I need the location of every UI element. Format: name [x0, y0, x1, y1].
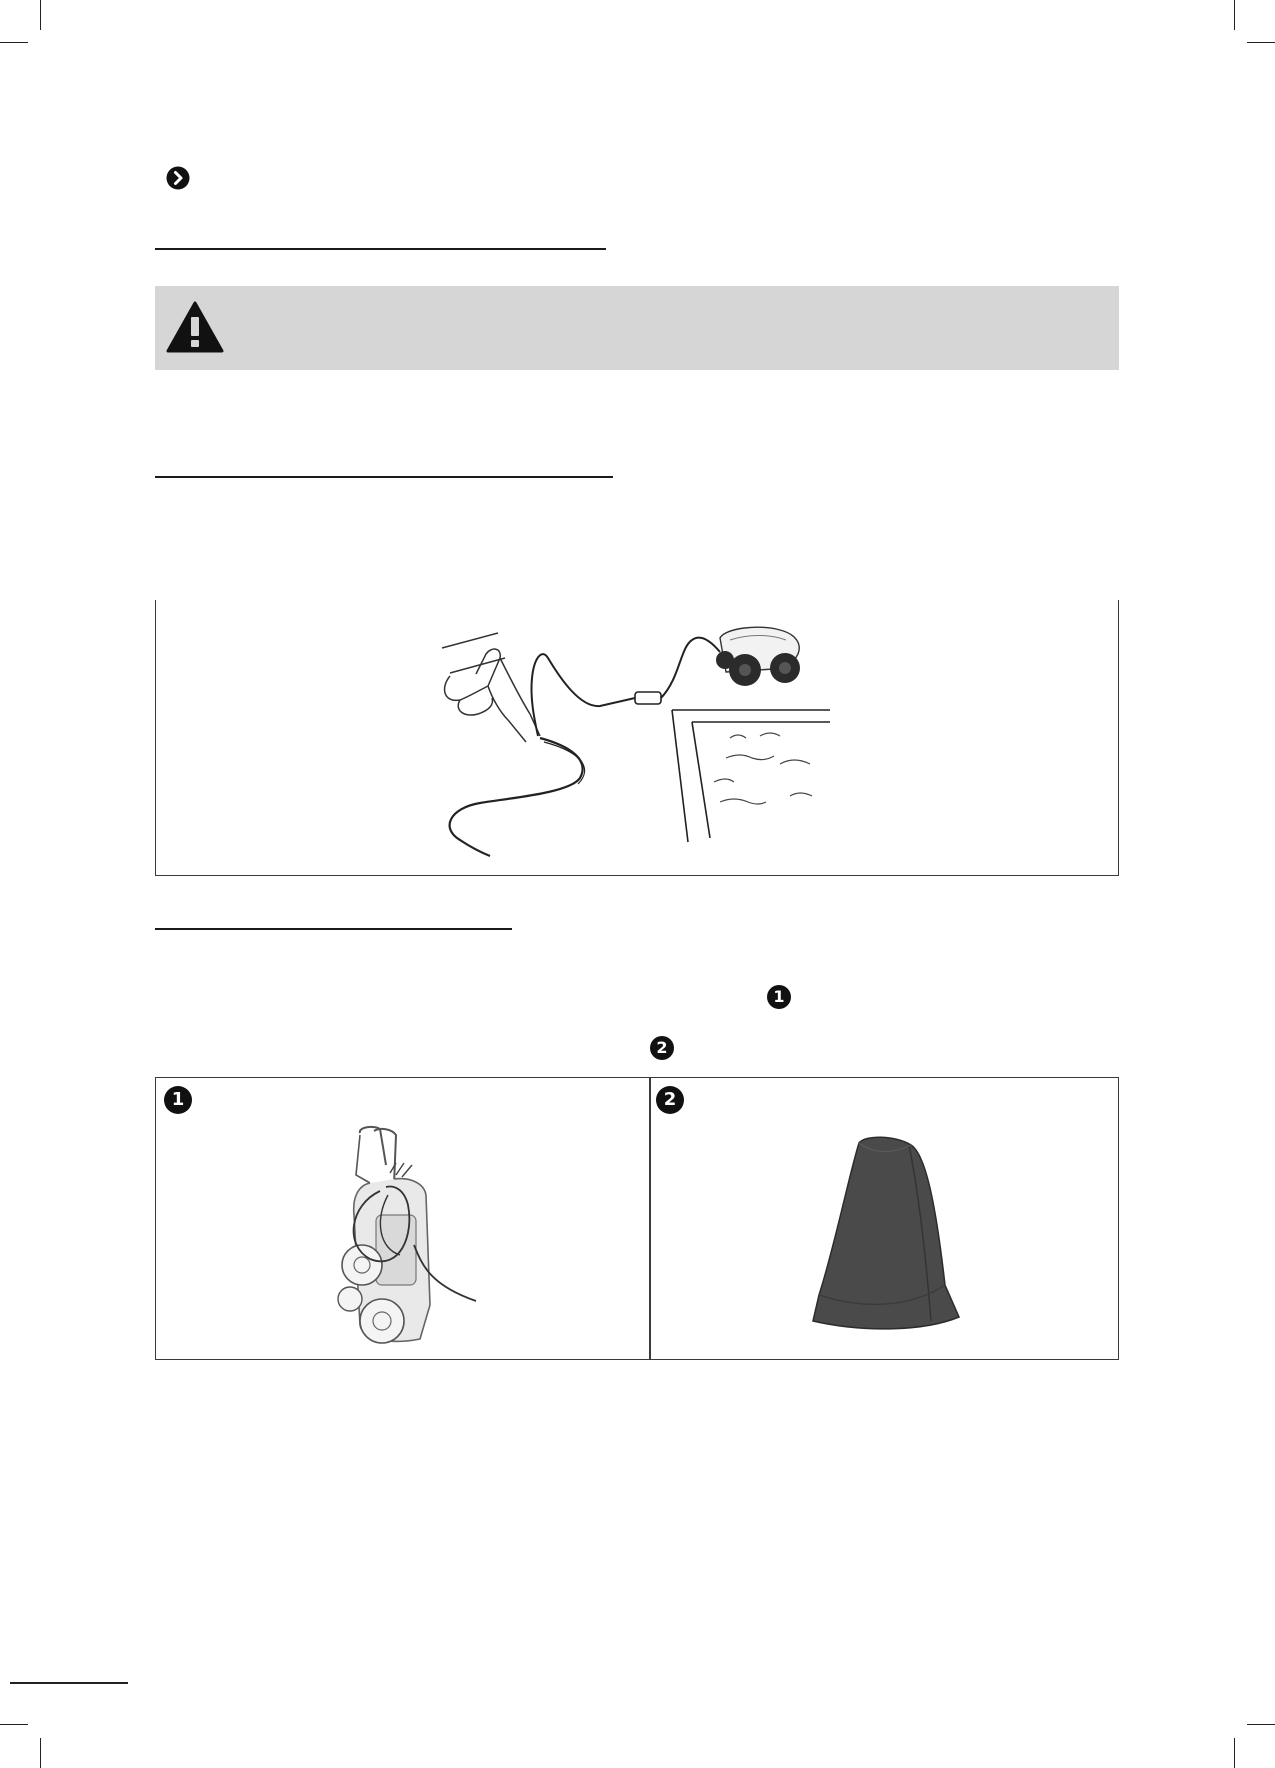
pull-cable-illustration: [430, 618, 850, 858]
section-heading-underline-3: [155, 928, 512, 930]
crop-mark-top-right-h: [1247, 42, 1275, 43]
reference-badge-1: 1: [767, 985, 791, 1009]
figure-badge-1: 1: [164, 1086, 192, 1114]
warning-band: [155, 286, 1119, 370]
robot-cover-illustration: [805, 1135, 965, 1335]
crop-mark-bottom-right-h: [1247, 1724, 1275, 1725]
crop-mark-bottom-left-h: [0, 1724, 28, 1725]
chevron-right-circle-icon: [166, 166, 190, 190]
section-heading-underline-1: [155, 248, 606, 250]
reference-badge-2: 2: [650, 1036, 674, 1060]
warning-triangle-icon: [166, 300, 224, 354]
crop-mark-bottom-right-v: [1234, 1738, 1235, 1768]
crop-mark-top-left-h: [0, 42, 28, 43]
crop-mark-top-left-v: [40, 0, 41, 30]
figure-badge-2: 2: [656, 1086, 684, 1114]
crop-mark-top-right-v: [1234, 0, 1235, 30]
storage-trolley-illustration: [330, 1125, 480, 1355]
section-heading-underline-2: [155, 476, 613, 478]
footer-rule: [10, 1682, 128, 1684]
crop-mark-bottom-left-v: [40, 1738, 41, 1768]
